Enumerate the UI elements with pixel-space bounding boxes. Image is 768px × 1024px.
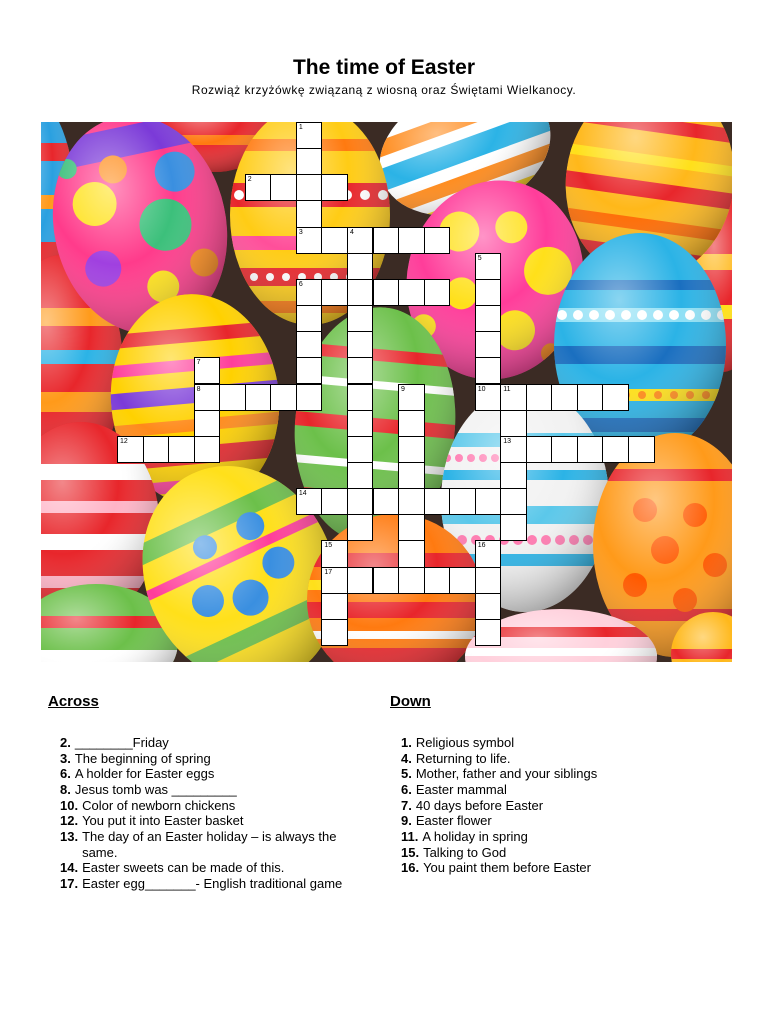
cell-number-label: 2 xyxy=(247,176,252,184)
crossword-cell xyxy=(577,436,604,463)
crossword-cell xyxy=(398,227,425,254)
crossword-cell xyxy=(602,436,629,463)
crossword-cell xyxy=(500,436,527,463)
crossword-cell xyxy=(321,279,348,306)
crossword-cell xyxy=(398,540,425,567)
crossword-cell xyxy=(475,357,502,384)
crossword-cell xyxy=(398,410,425,437)
cell-number-label: 3 xyxy=(298,228,303,236)
down-clue xyxy=(401,829,731,845)
clue-number: 11. xyxy=(401,829,419,845)
crossword-cell xyxy=(296,174,323,201)
crossword-cell xyxy=(296,279,323,306)
crossword-cell xyxy=(347,436,374,463)
cell-number-label: 12 xyxy=(120,437,128,445)
crossword-cell xyxy=(500,410,527,437)
crossword-cell xyxy=(475,488,502,515)
down-clue xyxy=(401,860,731,876)
across-clue xyxy=(60,766,360,782)
crossword-grid xyxy=(117,122,654,646)
crossword-cell xyxy=(347,384,374,411)
cell-number-label: 11 xyxy=(503,385,511,393)
down-clue xyxy=(401,766,731,782)
crossword-cell xyxy=(475,279,502,306)
crossword-cell xyxy=(475,540,502,567)
clue-text: A holder for Easter eggs xyxy=(74,766,215,782)
crossword-cell xyxy=(321,227,348,254)
clue-number: 5. xyxy=(401,766,412,782)
cell-number-label: 6 xyxy=(298,280,303,288)
crossword-cell xyxy=(245,384,272,411)
cell-number-label: 8 xyxy=(196,385,201,393)
crossword-cell xyxy=(475,331,502,358)
cell-number-label: 13 xyxy=(503,437,512,445)
cell-number-label: 15 xyxy=(324,542,333,550)
crossword-cell xyxy=(347,462,374,489)
crossword-cell xyxy=(347,227,374,254)
crossword-cell xyxy=(398,488,425,515)
crossword-cell xyxy=(475,384,502,411)
down-clue xyxy=(401,751,731,767)
crossword-cell xyxy=(373,567,400,594)
down-heading: Down xyxy=(390,693,431,710)
clue-text: Easter mammal xyxy=(415,782,507,798)
crossword-cell xyxy=(577,384,604,411)
crossword-cell xyxy=(143,436,170,463)
clue-number: 10. xyxy=(60,797,79,813)
cell-number-label: 7 xyxy=(196,359,201,367)
crossword-cell xyxy=(500,514,527,541)
crossword-cell xyxy=(398,279,425,306)
across-clue xyxy=(60,782,360,798)
crossword-cell xyxy=(398,436,425,463)
across-clue xyxy=(60,876,360,892)
crossword-cell xyxy=(321,619,348,646)
crossword-cell xyxy=(475,253,502,280)
across-clue xyxy=(60,735,360,751)
page-subtitle: Rozwiąż krzyżówkę związaną z wiosną oraz Świętami Wielkanocy. xyxy=(191,83,577,97)
crossword-cell xyxy=(296,305,323,332)
crossword-cell xyxy=(168,436,195,463)
crossword-cell xyxy=(475,305,502,332)
clue-text: Color of newborn chickens xyxy=(82,797,236,813)
clue-text: Jesus tomb was _________ xyxy=(74,782,237,798)
crossword-cell xyxy=(347,357,374,384)
across-clue-list xyxy=(60,735,360,892)
clue-text: A holiday in spring xyxy=(422,829,528,845)
crossword-cell xyxy=(424,227,451,254)
cell-number-label: 14 xyxy=(298,490,307,498)
crossword-cell xyxy=(424,567,451,594)
cell-number-label: 17 xyxy=(324,568,333,576)
cell-number-label: 1 xyxy=(298,124,303,131)
crossword-cell xyxy=(296,227,323,254)
down-clue xyxy=(401,845,731,861)
clue-text: 40 days before Easter xyxy=(415,797,544,813)
clue-text: Easter sweets can be made of this. xyxy=(82,860,285,876)
crossword-cell xyxy=(117,436,144,463)
across-clue xyxy=(60,829,360,860)
down-clue xyxy=(401,735,731,751)
crossword-cell xyxy=(398,384,425,411)
crossword-cell xyxy=(500,384,527,411)
clue-number: 14. xyxy=(60,860,79,876)
clue-number: 9. xyxy=(401,813,412,829)
crossword-cell xyxy=(449,567,476,594)
across-clue xyxy=(60,860,360,876)
clue-number: 7. xyxy=(401,797,412,813)
clue-number: 8. xyxy=(60,782,71,798)
clue-number: 13. xyxy=(60,829,79,845)
clue-text: Returning to life. xyxy=(415,750,511,766)
cell-number-label: 5 xyxy=(477,254,482,262)
crossword-cell xyxy=(424,279,451,306)
across-heading: Across xyxy=(48,693,99,710)
clue-number: 1. xyxy=(401,735,412,750)
crossword-cell xyxy=(219,384,246,411)
crossword-cell xyxy=(296,148,323,175)
clue-number: 6. xyxy=(401,782,412,798)
clue-number: 17. xyxy=(60,876,79,892)
crossword-cell xyxy=(551,436,578,463)
crossword-cell xyxy=(347,279,374,306)
crossword-cell xyxy=(398,462,425,489)
clue-number: 3. xyxy=(60,750,71,766)
clue-number: 6. xyxy=(60,766,71,782)
cell-number-label: 9 xyxy=(401,385,405,393)
crossword-cell xyxy=(194,384,221,411)
crossword-cell xyxy=(500,488,527,515)
crossword-cell xyxy=(245,174,272,201)
crossword-cell xyxy=(551,384,578,411)
clue-number: 12. xyxy=(60,813,79,829)
crossword-cell xyxy=(449,488,476,515)
crossword-cell xyxy=(398,514,425,541)
clue-number: 2. xyxy=(60,735,71,750)
crossword-cell xyxy=(347,410,374,437)
clue-text: Talking to God xyxy=(423,844,507,860)
clue-text: Religious symbol xyxy=(415,735,515,750)
crossword-cell xyxy=(373,488,400,515)
crossword-cell xyxy=(500,462,527,489)
crossword-cell xyxy=(296,200,323,227)
across-clue xyxy=(60,813,360,829)
crossword-cell xyxy=(296,331,323,358)
crossword-cell xyxy=(321,488,348,515)
crossword-cell xyxy=(526,436,553,463)
crossword-cell xyxy=(347,331,374,358)
crossword-cell xyxy=(321,593,348,620)
crossword-cell xyxy=(475,619,502,646)
crossword-cell xyxy=(296,122,323,149)
down-clue xyxy=(401,782,731,798)
clue-text: You paint them before Easter xyxy=(423,860,591,876)
crossword-cell xyxy=(321,174,348,201)
clue-text: You put it into Easter basket xyxy=(82,813,244,829)
clue-text: The beginning of spring xyxy=(74,750,211,766)
crossword-cell xyxy=(296,384,323,411)
crossword-cell xyxy=(194,410,221,437)
clue-text: The day of an Easter holiday – is always the same. xyxy=(82,829,337,860)
clue-text: Easter flower xyxy=(415,813,492,829)
clue-number: 4. xyxy=(401,750,412,766)
crossword-cell xyxy=(194,357,221,384)
crossword-cell xyxy=(270,384,297,411)
crossword-cell xyxy=(424,488,451,515)
clue-number: 15. xyxy=(401,844,420,860)
cell-number-label: 4 xyxy=(349,228,354,236)
crossword-cell xyxy=(296,357,323,384)
crossword-cell xyxy=(194,436,221,463)
cell-number-label: 16 xyxy=(477,542,486,550)
crossword-cell xyxy=(475,567,502,594)
crossword-cell xyxy=(526,384,553,411)
down-clue-list xyxy=(401,735,731,876)
across-clue xyxy=(60,798,360,814)
across-clue xyxy=(60,751,360,767)
down-clue xyxy=(401,798,731,814)
crossword-cell xyxy=(347,567,374,594)
crossword-cell xyxy=(347,514,374,541)
clue-number: 16. xyxy=(401,860,420,876)
crossword-cell xyxy=(296,488,323,515)
crossword-cell xyxy=(321,540,348,567)
crossword-cell xyxy=(628,436,655,463)
crossword-cell xyxy=(373,279,400,306)
crossword-cell xyxy=(321,567,348,594)
page-title: The time of Easter xyxy=(292,56,476,79)
crossword-cell xyxy=(347,305,374,332)
crossword-cell xyxy=(475,593,502,620)
crossword-cell xyxy=(347,488,374,515)
clue-text: Mother, father and your siblings xyxy=(415,766,598,782)
cell-number-label: 10 xyxy=(477,385,486,393)
crossword-cell xyxy=(347,253,374,280)
crossword-cell xyxy=(373,227,400,254)
clue-text: Easter egg_______- English traditional game xyxy=(82,876,343,892)
crossword-cell xyxy=(270,174,297,201)
crossword-cell xyxy=(602,384,629,411)
crossword-cell xyxy=(398,567,425,594)
clue-text: ________Friday xyxy=(74,735,169,750)
down-clue xyxy=(401,813,731,829)
